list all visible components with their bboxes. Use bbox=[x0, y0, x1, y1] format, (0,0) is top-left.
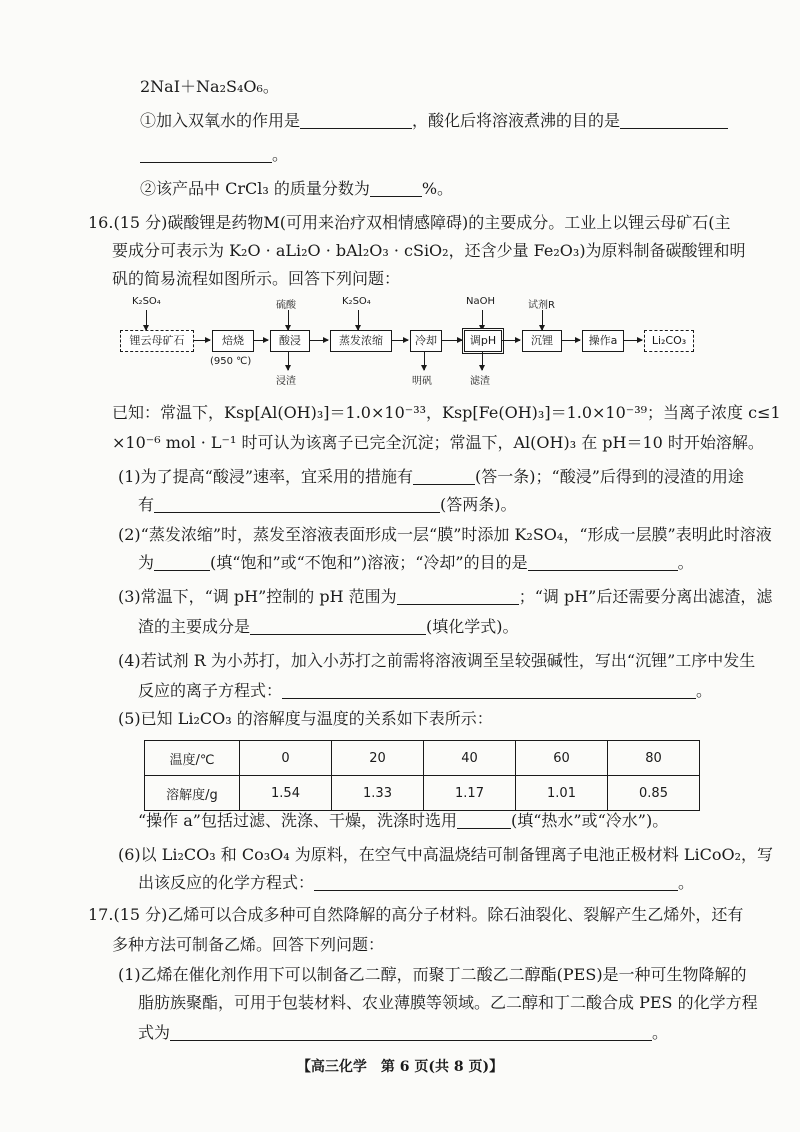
answer-blank[interactable] bbox=[457, 812, 511, 829]
answer-blank[interactable] bbox=[282, 682, 696, 699]
flow-box-roasting: 焙烧 bbox=[212, 330, 254, 352]
table-cell: 0 bbox=[240, 741, 332, 776]
flow-arrow bbox=[502, 340, 520, 341]
subquestion-6: (6)以 Li₂CO₃ 和 Co₃O₄ 为原料，在空气中高温烧结可制备锂离子电池正极材料 LiCoO₂，写 bbox=[118, 845, 773, 864]
table-cell: 80 bbox=[608, 741, 700, 776]
flow-arrow bbox=[194, 340, 210, 341]
answer-blank[interactable] bbox=[140, 146, 272, 163]
flow-output-filter-residue: 滤渣 bbox=[470, 376, 490, 387]
flow-condition-temperature: (950 ℃) bbox=[210, 356, 252, 367]
question-17-subquestion-1-cont: 式为 。 bbox=[138, 1023, 669, 1042]
answer-blank[interactable] bbox=[300, 112, 412, 129]
question-17-subquestion-1: (1)乙烯在催化剂作用下可以制备乙二醇，而聚丁二酸乙二醇酯(PES)是一种可生物降解的 bbox=[118, 965, 747, 984]
table-header-temperature: 温度/℃ bbox=[145, 741, 240, 776]
table-cell: 20 bbox=[332, 741, 424, 776]
question-17-intro: 17.(15 分)乙烯可以合成多种可自然降解的高分子材料。除石油裂化、裂解产生乙烯外，还有 bbox=[88, 905, 744, 924]
subquestion-4-cont: 反应的离子方程式： 。 bbox=[138, 681, 713, 700]
flow-output-leach-residue: 浸渣 bbox=[276, 376, 296, 387]
table-cell: 0.85 bbox=[608, 776, 700, 811]
question-17-intro: 多种方法可制备乙烯。回答下列问题： bbox=[112, 935, 385, 954]
flow-box-evaporate: 蒸发浓缩 bbox=[330, 330, 392, 352]
table-cell: 1.33 bbox=[332, 776, 424, 811]
flow-box-lithium-precipitation: 沉锂 bbox=[522, 330, 562, 352]
answer-blank[interactable] bbox=[154, 496, 440, 513]
table-cell: 40 bbox=[424, 741, 516, 776]
flow-arrow bbox=[392, 340, 408, 341]
flow-output-alum: 明矾 bbox=[412, 376, 432, 387]
subquestion-6-cont: 出该反应的化学方程式： 。 bbox=[138, 873, 695, 892]
flow-arrow bbox=[482, 352, 483, 370]
process-flow-diagram bbox=[118, 296, 698, 388]
answer-blank[interactable] bbox=[314, 874, 678, 891]
flow-box-adjust-ph: 调pH bbox=[464, 330, 502, 352]
answer-blank[interactable] bbox=[413, 468, 475, 485]
known-info: 已知：常温下，Ksp[Al(OH)₃]＝1.0×10⁻³³，Ksp[Fe(OH)₃]＝1.0×10⁻³⁹；当离子浓度 c≤1 bbox=[112, 403, 781, 422]
flow-box-li2co3: Li₂CO₃ bbox=[644, 330, 694, 352]
table-cell: 1.17 bbox=[424, 776, 516, 811]
page-footer: 【高三化学 第 6 页(共 8 页)】 bbox=[296, 1059, 504, 1075]
flow-arrow bbox=[424, 352, 425, 370]
flow-input-naoh: NaOH bbox=[466, 296, 495, 307]
answer-blank[interactable] bbox=[397, 588, 519, 605]
answer-blank[interactable] bbox=[170, 1024, 652, 1041]
question-16-intro: 要成分可表示为 K₂O · aLi₂O · bAl₂O₃ · cSiO₂，还含少量 Fe₂O₃)为原料制备碳酸锂和明 bbox=[112, 241, 746, 260]
flow-input-reagent-r: 试剂R bbox=[528, 300, 555, 311]
flow-arrow bbox=[254, 340, 268, 341]
flow-arrow bbox=[562, 340, 580, 341]
table-row bbox=[145, 741, 700, 776]
flow-arrow bbox=[310, 340, 328, 341]
flow-arrow bbox=[358, 310, 359, 330]
question-17-subquestion-1-cont: 脂肪族聚酯，可用于包装材料、农业薄膜等领域。乙二醇和丁二酸合成 PES 的化学方程 bbox=[138, 993, 758, 1012]
flow-input-k2so4: K₂SO₄ bbox=[342, 296, 371, 307]
table-cell: 1.54 bbox=[240, 776, 332, 811]
flow-arrow bbox=[542, 310, 543, 330]
known-info: ×10⁻⁶ mol · L⁻¹ 时可认为该离子已完全沉淀；常温下，Al(OH)₃ 在 pH＝10 时开始溶解。 bbox=[112, 433, 764, 452]
table-cell: 60 bbox=[516, 741, 608, 776]
subquestion-5-cont: “操作 a”包括过滤、洗涤、干燥，洗涤时选用 (填“热水”或“冷水”)。 bbox=[138, 811, 669, 830]
subquestion-2-cont: 为 (填“饱和”或“不饱和”)溶液；“冷却”的目的是 。 bbox=[138, 553, 694, 572]
flow-input-k2so4: K₂SO₄ bbox=[132, 296, 161, 307]
answer-blank[interactable] bbox=[370, 180, 422, 197]
equation-tail: 2NaI＋Na₂S₄O₆。 bbox=[140, 77, 279, 96]
subquestion-3-cont: 渣的主要成分是 (填化学式)。 bbox=[138, 617, 519, 636]
question-15-part1-cont: 。 bbox=[140, 144, 288, 166]
flow-arrow bbox=[482, 310, 483, 330]
question-16-intro: 矾的简易流程如图所示。回答下列问题： bbox=[112, 269, 401, 288]
answer-blank[interactable] bbox=[620, 112, 728, 129]
question-15-part1: ①加入双氧水的作用是 ，酸化后将溶液煮沸的目的是 bbox=[140, 110, 728, 132]
flow-arrow bbox=[442, 340, 462, 341]
flow-arrow bbox=[288, 310, 289, 330]
flow-arrow bbox=[288, 352, 289, 370]
flow-box-ore: 锂云母矿石 bbox=[120, 330, 194, 352]
subquestion-4: (4)若试剂 R 为小苏打，加入小苏打之前需将溶液调至呈较强碱性，写出“沉锂”工序中发生 bbox=[118, 651, 756, 670]
subquestion-3: (3)常温下，“调 pH”控制的 pH 范围为 ；“调 pH”后还需要分离出滤渣，滤 bbox=[118, 587, 773, 606]
table-header-solubility: 溶解度/g bbox=[145, 776, 240, 811]
answer-blank[interactable] bbox=[250, 618, 426, 635]
table-row bbox=[145, 776, 700, 811]
answer-blank[interactable] bbox=[528, 554, 678, 571]
answer-blank[interactable] bbox=[154, 554, 210, 571]
flow-box-cooling: 冷却 bbox=[410, 330, 442, 352]
flow-box-acid-leach: 酸浸 bbox=[270, 330, 310, 352]
flow-input-sulfuric-acid: 硫酸 bbox=[276, 300, 296, 311]
question-16-intro: 16.(15 分)碳酸锂是药物M(可用来治疗双相情感障碍)的主要成分。工业上以锂云母矿石(主 bbox=[88, 213, 731, 232]
subquestion-1-cont: 有 (答两条)。 bbox=[138, 495, 517, 514]
flow-arrow bbox=[146, 310, 147, 330]
subquestion-5: (5)已知 Li₂CO₃ 的溶解度与温度的关系如下表所示： bbox=[118, 709, 493, 728]
subquestion-1: (1)为了提高“酸浸”速率，宜采用的措施有 (答一条)；“酸浸”后得到的浸渣的用途 bbox=[118, 467, 744, 486]
question-15-part2: ②该产品中 CrCl₃ 的质量分数为 %。 bbox=[140, 179, 454, 198]
solubility-table bbox=[144, 740, 700, 811]
flow-arrow bbox=[624, 340, 642, 341]
flow-box-operation-a: 操作a bbox=[582, 330, 624, 352]
subquestion-2: (2)“蒸发浓缩”时，蒸发至溶液表面形成一层“膜”时添加 K₂SO₄，“形成一层膜”表明此时溶液 bbox=[118, 525, 772, 544]
table-cell: 1.01 bbox=[516, 776, 608, 811]
